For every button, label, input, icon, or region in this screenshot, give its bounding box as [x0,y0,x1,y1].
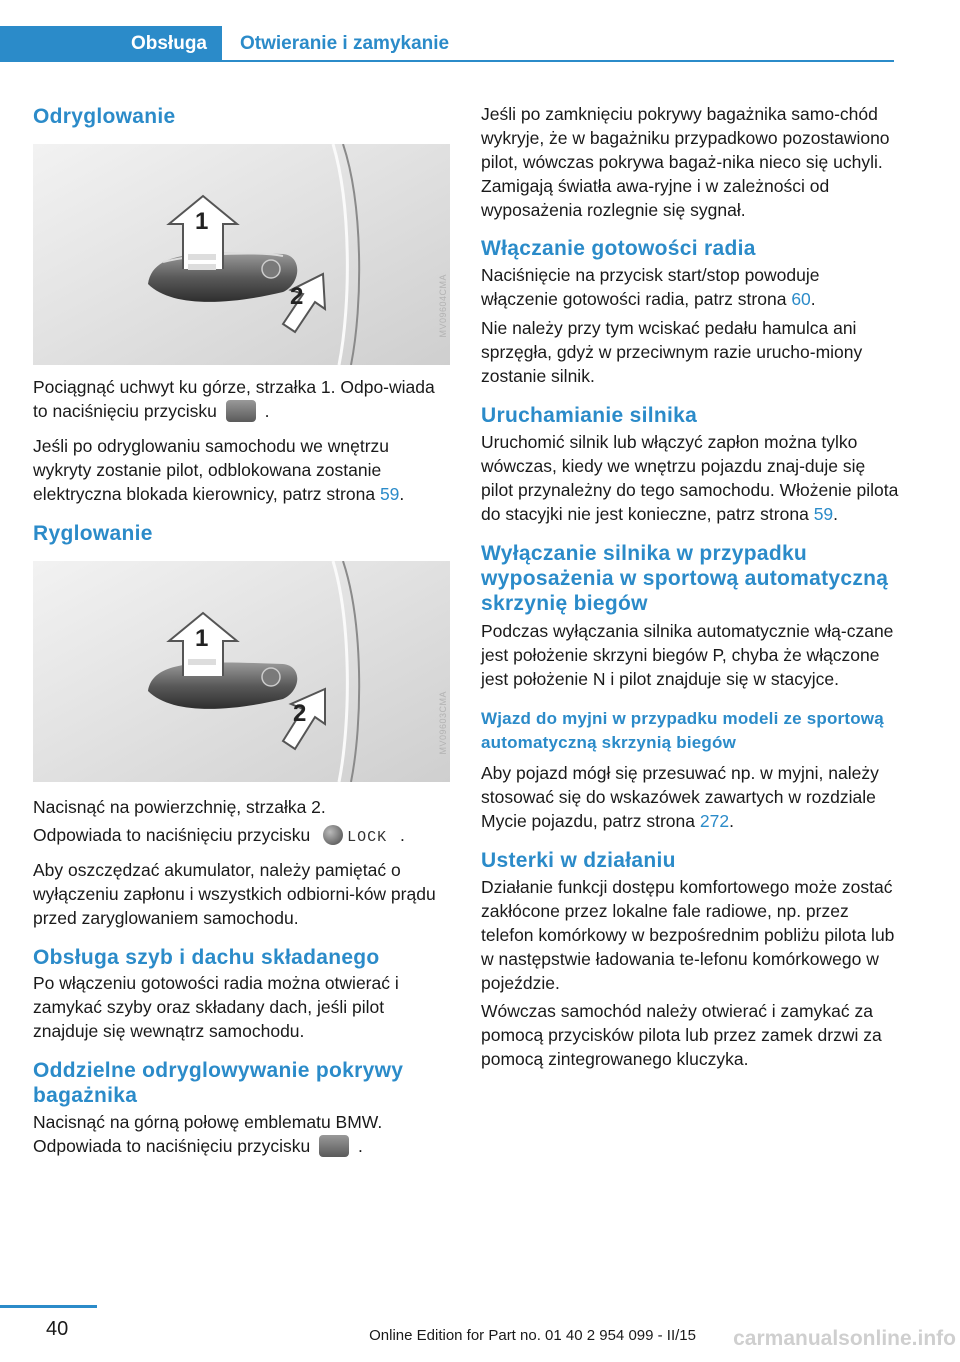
door-handle-photo-lock [33,561,450,782]
trunk-paragraph [33,1110,450,1158]
radio-paragraph-1 [481,263,899,311]
text: . [264,401,270,421]
tab-obsluga[interactable]: Obsługa [0,26,222,62]
key-fob-icon [323,825,343,845]
text: Odpowiada to naciśnięciu przycisku [33,825,311,845]
text: Aby pojazd mógł się przesuwać np. w myjni, należy stosować się do wskazówek zawartych w rozdziale Mycie pojazdu, patrz strona [481,763,879,831]
page-link-59[interactable]: 59 [813,504,834,524]
figure-label-1: 1 [195,625,209,652]
unlock-paragraph-2 [33,434,450,506]
trunk-continued-paragraph: Jeśli po zamknięciu pokrywy bagażnika samo-chód wykryje, że w bagażniku przypadkowo pozostawiono pilot, wówczas pokrywa bagaż-nika nieco się uchyli. Zamigają światła awa-ryjne i w zależności od wyposażenia rozlegnie się sygnał. [481,104,890,220]
text: . [399,825,405,845]
unlock-paragraph-1 [33,375,450,423]
lock-button-text: LOCK [347,829,388,846]
watermark: carmanualsonline.info [733,1327,956,1350]
carwash-paragraph [481,761,899,833]
text: Jeśli po odryglowaniu samochodu we wnętrzu wykryty zostanie pilot, odblokowana zostanie elektryczna blokada kierownicy, patrz strona [33,436,390,504]
text: . [357,1136,363,1156]
heading-start-engine: Uruchamianie silnika [481,404,698,427]
figure-label-2: 2 [293,700,307,727]
text: . [729,811,734,831]
faults-paragraph-1: Działanie funkcji dostępu komfortowego może zostać zakłócone przez lokalne fale radiowe, np. przez telefon komórkowy w bezpośrednim pobliżu pilota lub w następstwie ładowania te-lefonu komórkowego w pojeździe. [481,877,895,993]
radio-paragraph-2: Nie należy przy tym wciskać pedału hamulca ani sprzęgła, gdyż w przeciwnym razie urucho-miony zostanie silnik. [481,318,863,386]
faults-paragraph-2: Wówczas samochód należy otwierać i zamykać za pomocą przycisków pilota lub przez zamek drzwi za pomocą zintegrowanego kluczyka. [481,1001,882,1069]
text: . [810,289,816,309]
text: Uruchomić silnik lub włączyć zapłon można tylko wówczas, kiedy we wnętrzu pojazdu znaj-duje się pilot przynależny do tego samochodu. Włożenie pilota do stacyjki nie jest konieczne, patrz strona [481,432,899,524]
heading-lock: Ryglowanie [33,522,153,545]
trunk-button-icon [319,1135,349,1157]
figure-label-1: 1 [195,208,209,235]
photo-code: MV09604CMA [438,274,448,338]
windows-paragraph: Po włączeniu gotowości radia można otwierać i zamykać szyby oraz składany dach, jeśli pilot znajduje się wewnątrz samochodu. [33,973,399,1041]
photo-code: MV09603CMA [438,691,448,755]
heading-carwash: Wjazd do myjni w przypadku modeli ze sportową automatyczną skrzynią biegów [481,709,884,752]
heading-windows: Obsługa szyb i dachu składanego [33,946,380,969]
figure-label-2: 2 [290,283,304,310]
stop-paragraph: Podczas wyłączania silnika automatycznie włą-czane jest położenie skrzyni biegów P, chyba że włączone jest położenie N i pilot znajduje się w stacyjce. [481,621,894,689]
lock-paragraph-2 [33,823,450,847]
right-column [481,96,899,1071]
heading-radio: Włączanie gotowości radia [481,237,756,260]
page-link-272[interactable]: 272 [699,811,730,831]
heading-unlock: Odryglowanie [33,105,176,128]
footer-rule [0,1305,97,1308]
page-link-60[interactable]: 60 [791,289,811,309]
text: Nacisnąć na górną połowę emblematu BMW. Odpowiada to naciśnięciu przycisku [33,1112,383,1156]
tab-section-title[interactable]: Otwieranie i zamykanie [240,33,450,54]
page-link-59[interactable]: 59 [379,484,400,504]
text: . [833,504,839,524]
heading-trunk: Oddzielne odryglowywanie pokrywy bagażnika [33,1059,404,1107]
left-column [33,96,450,1158]
door-handle-photo-unlock [33,144,450,365]
heading-faults: Usterki w działaniu [481,849,676,872]
lock-button-icon [319,824,391,846]
text: Pociągnąć uchwyt ku górze, strzałka 1. Odpo-wiada to naciśnięciu przycisku [33,377,435,421]
lock-paragraph-3: Aby oszczędzać akumulator, należy pamiętać o wyłączeniu zapłonu i wszystkich odbiorni-ków prądu przed zaryglowaniem samochodu. [33,860,436,928]
page-header [0,0,960,62]
edition-note: Online Edition for Part no. 01 40 2 954 099 - II/15 [369,1327,696,1344]
start-paragraph [481,430,899,526]
text: Naciśnięcie na przycisk start/stop powoduje włączenie gotowości radia, patrz strona [481,265,820,309]
lock-paragraph-1: Nacisnąć na powierzchnię, strzałka 2. [33,797,326,817]
page-number: 40 [46,1318,69,1340]
heading-stop-engine: Wyłączanie silnika w przypadku wyposażenia w sportową automatyczną skrzynię biegów [481,542,889,615]
header-rule [222,60,894,62]
text: . [399,484,405,504]
unlock-button-icon [226,400,256,422]
